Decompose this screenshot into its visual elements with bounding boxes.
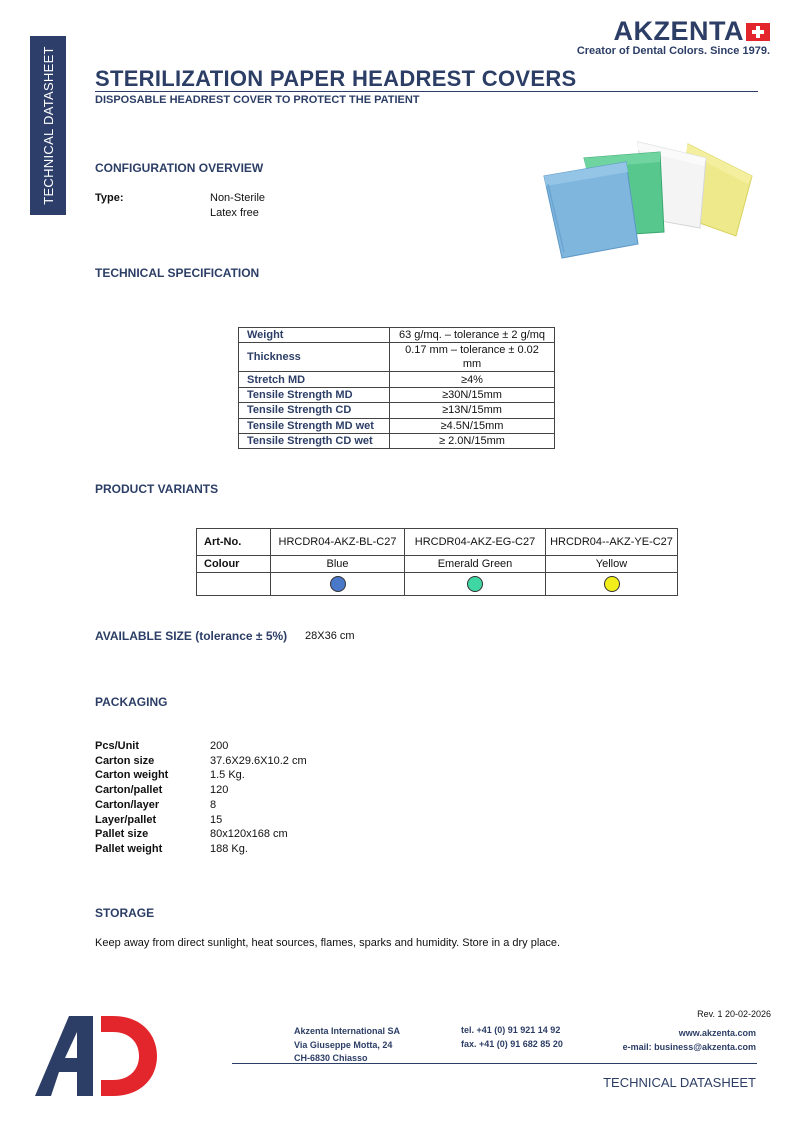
revision-label: Rev. 1 20-02-2026 <box>697 1009 771 1019</box>
packaging-value: 37.6X29.6X10.2 cm <box>210 754 307 767</box>
configuration-heading: CONFIGURATION OVERVIEW <box>95 161 264 175</box>
address-line: Akzenta International SA <box>294 1026 401 1036</box>
spec-label: Tensile Strength MD wet <box>239 418 390 433</box>
packaging-label: Pcs/Unit <box>95 740 140 752</box>
packaging-value: 80x120x168 cm <box>210 828 288 841</box>
type-value-1: Non-Sterile <box>210 192 266 204</box>
fax-line: fax. +41 (0) 91 682 85 20 <box>461 1038 563 1049</box>
variants-heading: PRODUCT VARIANTS <box>95 482 219 496</box>
blue-swatch-icon <box>330 576 346 592</box>
table-row <box>239 328 555 343</box>
size-value: 28X36 cm <box>305 630 355 642</box>
artno-cell: HRCDR04--AKZ-YE-C27 <box>546 529 678 556</box>
storage-heading: STORAGE <box>95 906 155 920</box>
table-row <box>239 372 555 387</box>
spec-value: ≥4% <box>390 372 555 387</box>
spec-value: 0.17 mm – tolerance ± 0.02 mm <box>390 343 555 372</box>
size-label: AVAILABLE SIZE (tolerance ± 5%) <box>95 629 288 643</box>
colour-cell: Blue <box>271 556 405 573</box>
type-label: Type: <box>95 192 124 204</box>
artno-label: Art-No. <box>197 529 271 556</box>
brand-logo <box>577 16 770 57</box>
akzenta-monogram-logo <box>35 1014 159 1098</box>
packaging-heading: PACKAGING <box>95 695 168 709</box>
address-line: CH-6830 Chiasso <box>294 1053 368 1063</box>
colour-label: Colour <box>197 556 271 573</box>
spec-value: 63 g/mq. – tolerance ± 2 g/mq <box>390 328 555 343</box>
footer-divider <box>232 1063 757 1064</box>
logo-name: AKZENTA <box>613 16 744 46</box>
page-subtitle: DISPOSABLE HEADREST COVER TO PROTECT THE PATIENT <box>95 94 420 106</box>
blue-cover <box>544 162 638 258</box>
footer-phone <box>461 1024 563 1051</box>
email-link[interactable]: e-mail: business@akzenta.com <box>622 1041 756 1052</box>
table-row <box>239 343 555 372</box>
table-row <box>239 433 555 448</box>
artno-cell: HRCDR04-AKZ-EG-C27 <box>405 529 546 556</box>
variants-table <box>196 528 678 596</box>
spec-table <box>238 327 555 449</box>
table-row <box>239 387 555 402</box>
packaging-label: Carton/pallet <box>95 784 163 797</box>
packaging-label: Carton/layer <box>95 798 160 811</box>
spec-label: Stretch MD <box>239 372 390 387</box>
table-row <box>197 529 678 556</box>
technical-spec-heading: TECHNICAL SPECIFICATION <box>95 266 260 280</box>
packaging-value: 8 <box>210 798 217 811</box>
swiss-flag-icon <box>746 23 770 41</box>
packaging-value: 200 <box>210 740 229 752</box>
spec-value: ≥ 2.0N/15mm <box>390 433 555 448</box>
packaging-value: 1.5 Kg. <box>210 769 245 782</box>
packaging-label: Pallet weight <box>95 842 163 855</box>
packaging-value: 120 <box>210 784 229 797</box>
packaging-value: 188 Kg. <box>210 842 248 855</box>
title-divider <box>95 91 758 92</box>
colour-cell: Yellow <box>546 556 678 573</box>
packaging-label: Carton size <box>95 754 155 767</box>
spec-label: Thickness <box>239 343 390 372</box>
footer-address <box>294 1025 400 1066</box>
spec-value: ≥13N/15mm <box>390 403 555 418</box>
colour-cell: Emerald Green <box>405 556 546 573</box>
packaging-label: Pallet size <box>95 828 149 841</box>
packaging-label: Carton weight <box>95 769 169 782</box>
website-link[interactable]: www.akzenta.com <box>678 1028 756 1038</box>
address-line: Via Giuseppe Motta, 24 <box>294 1039 393 1050</box>
side-tab <box>30 36 66 215</box>
spec-label: Tensile Strength CD <box>239 403 390 418</box>
spec-value: ≥30N/15mm <box>390 387 555 402</box>
packaging-value: 15 <box>210 813 223 826</box>
artno-cell: HRCDR04-AKZ-BL-C27 <box>271 529 405 556</box>
phone-line: tel. +41 (0) 91 921 14 92 <box>461 1025 561 1035</box>
spec-label: Weight <box>239 328 390 343</box>
spec-label: Tensile Strength CD wet <box>239 433 390 448</box>
logo-tagline: Creator of Dental Colors. Since 1979. <box>576 45 770 57</box>
empty-cell <box>197 573 271 596</box>
page-title: STERILIZATION PAPER HEADREST COVERS <box>95 66 577 91</box>
table-row <box>197 556 678 573</box>
product-image <box>540 140 755 265</box>
footer-contact <box>623 1027 756 1054</box>
spec-label: Tensile Strength MD <box>239 387 390 402</box>
table-row <box>239 403 555 418</box>
yellow-swatch-icon <box>604 576 620 592</box>
storage-text: Keep away from direct sunlight, heat sources, flames, sparks and humidity. Store in a dry place. <box>95 937 561 949</box>
green-swatch-icon <box>467 576 483 592</box>
spec-value: ≥4.5N/15mm <box>390 418 555 433</box>
table-row <box>239 418 555 433</box>
packaging-label: Layer/pallet <box>95 813 157 826</box>
type-value-2: Latex free <box>210 207 259 219</box>
footer-label: TECHNICAL DATASHEET <box>603 1075 756 1090</box>
side-tab-label: TECHNICAL DATASHEET <box>40 46 56 205</box>
table-row <box>197 573 678 596</box>
